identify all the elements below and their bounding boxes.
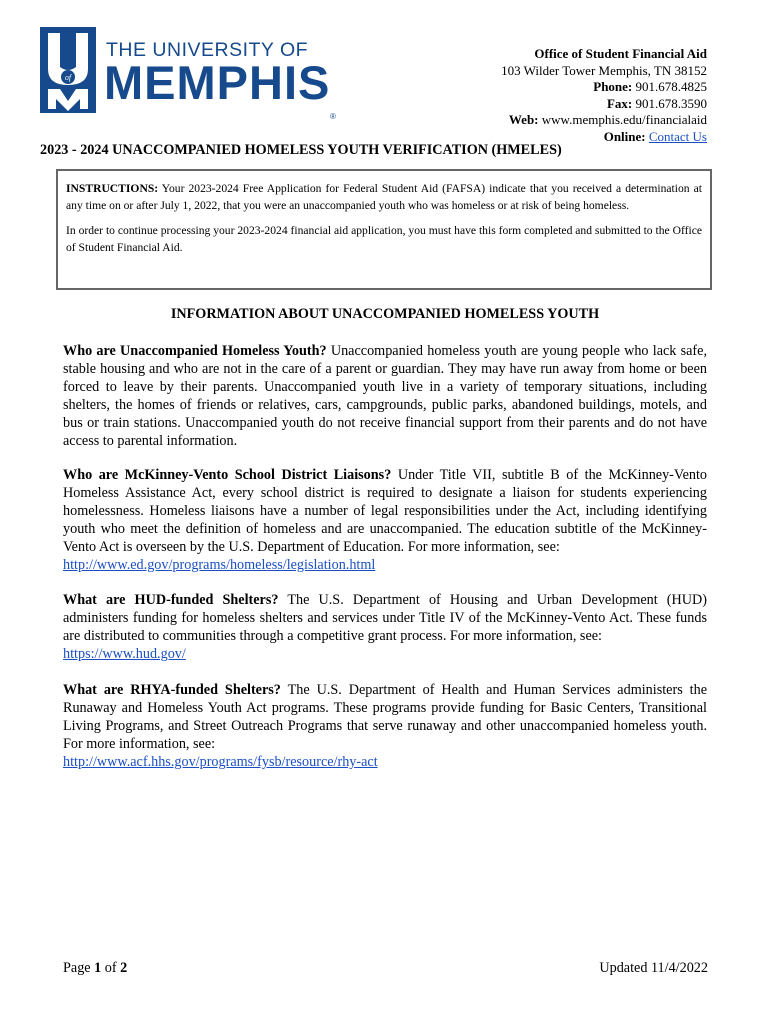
updated-date: Updated 11/4/2022	[599, 960, 708, 976]
instructions-paragraph-1	[66, 181, 702, 214]
paragraph-body: Under Title VII, subtitle B of the McKinney-Vento Homeless Assistance Act, every school district is required to designate a liaison for students experiencing homelessness. Homeless liaisons have a number of legal responsibilities under the Act, including identifying youth who meet the definition of homeless and are unaccompanied. The education subtitle of the McKinney-Vento Act is overseen by the U.S. Department of Education. For more information, see:	[63, 467, 707, 555]
office-web	[501, 112, 707, 129]
form-title: 2023 - 2024 UNACCOMPANIED HOMELESS YOUTH VERIFICATION (HMELES)	[40, 142, 562, 158]
logo-memphis-wordmark: MEMPHIS	[104, 56, 331, 109]
office-address: 103 Wilder Tower Memphis, TN 38152	[501, 62, 707, 78]
web-label: Web:	[508, 112, 539, 128]
fax-label: Fax:	[606, 95, 633, 111]
fax-number: 901.678.3590	[635, 95, 707, 111]
university-logo	[40, 27, 336, 121]
paragraph-body: Unaccompanied homeless youth are young people who lack safe, stable housing and who are not in the care of a parent or guardian. They may have run away from home or been forced to leave by their parents. Unaccompanied youth live in a variety of temporary situations, including shelters, the homes of friends or relatives, cars, campgrounds, public parks, abandoned buildings, motels, and bus or train stations. Unaccompanied youth do not receive financial support from their parents and do not have access to parental information.	[63, 343, 707, 449]
paragraph-unaccompanied-youth	[63, 342, 707, 450]
svg-text:of: of	[64, 73, 72, 82]
u-of-m-logo-icon	[40, 27, 96, 113]
contact-us-link[interactable]: Contact Us	[648, 128, 707, 144]
page-word: Page	[63, 960, 91, 976]
paragraph-body: The U.S. Department of Housing and Urban Development (HUD) administers funding for homeless shelters and services under Title IV of the McKinney-Vento Act. These funds are distributed to communities through a competitive grant process. For more information, see:	[63, 592, 707, 644]
hud-gov-link[interactable]: https://www.hud.gov/	[63, 646, 186, 662]
page-number	[63, 960, 127, 977]
instructions-label: INSTRUCTIONS:	[66, 182, 159, 195]
paragraph-heading: Who are Unaccompanied Homeless Youth?	[63, 343, 327, 359]
of-word: of	[104, 960, 117, 976]
page-total: 2	[120, 960, 128, 976]
paragraph-body: The U.S. Department of Health and Human Services administers the Runaway and Homeless Youth Act programs. These programs provide funding for Basic Centers, Transitional Living Programs, and Street Outreach Programs that serve runaway and other unaccompanied homeless youth. For more information, see:	[63, 682, 707, 752]
instructions-paragraph-2	[66, 223, 702, 256]
paragraph-rhya-shelters	[63, 681, 707, 771]
section-heading: INFORMATION ABOUT UNACCOMPANIED HOMELESS YOUTH	[170, 306, 600, 322]
logo-registered-mark: ®	[330, 112, 336, 121]
paragraph-heading: What are RHYA-funded Shelters?	[63, 682, 281, 698]
web-address: www.memphis.edu/financialaid	[541, 112, 707, 128]
ed-gov-link[interactable]: http://www.ed.gov/programs/homeless/legislation.html	[63, 557, 376, 573]
instructions-text-1: Your 2023-2024 Free Application for Federal Student Aid (FAFSA) indicate that you received a determination at any time on or after July 1, 2022, that you were an unaccompanied youth who was homeless or at risk of being homeless.	[66, 182, 703, 212]
office-fax	[501, 96, 707, 113]
paragraph-school-liaisons	[63, 466, 707, 574]
acf-hhs-link[interactable]: http://www.acf.hhs.gov/programs/fysb/resource/rhy-act	[63, 754, 378, 770]
paragraph-heading: What are HUD-funded Shelters?	[63, 592, 279, 608]
office-name: Office of Student Financial Aid	[534, 46, 707, 61]
office-phone	[501, 79, 707, 96]
phone-number: 901.678.4825	[635, 79, 707, 95]
paragraph-heading: Who are McKinney-Vento School District Liaisons?	[63, 467, 392, 483]
paragraph-hud-shelters	[63, 591, 707, 663]
online-label: Online:	[603, 128, 646, 144]
office-contact-block	[501, 46, 707, 146]
logo-university-line: THE UNIVERSITY OF	[106, 39, 309, 61]
instructions-text-2: In order to continue processing your 2023-2024 financial aid application, you must have this form completed and submitted to the Office of Student Financial Aid.	[66, 224, 702, 254]
phone-label: Phone:	[593, 79, 633, 95]
instructions-box	[56, 169, 712, 290]
page-current: 1	[94, 960, 102, 976]
